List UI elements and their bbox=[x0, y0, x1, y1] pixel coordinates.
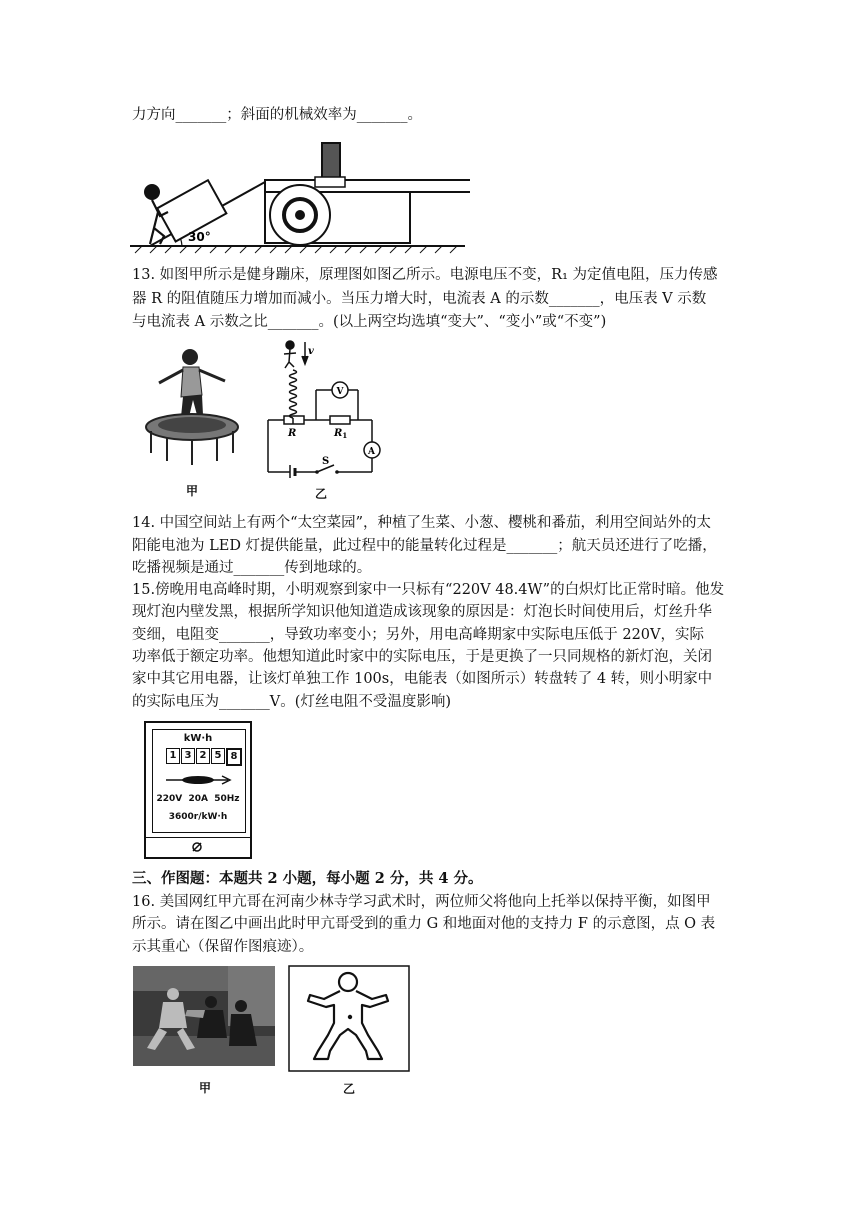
meter-unit: kW·h bbox=[183, 733, 213, 744]
meter-digit: 2 bbox=[196, 748, 210, 764]
meter-specs: 220V 20A 50Hz bbox=[156, 794, 240, 804]
switch-label: S bbox=[322, 456, 330, 467]
q13-line3: 与电流表 A 示数之比_______。(以上两空均选填“变大”、“变小”或“不变”) bbox=[132, 314, 607, 330]
q15-line6: 的实际电压为_______V。(灯丝电阻不受温度影响) bbox=[132, 694, 452, 710]
q14-line1: 14. 中国空间站上有两个“太空菜园”，种植了生菜、小葱、樱桃和番茄，利用空间站外的太 bbox=[132, 515, 711, 531]
electricity-meter bbox=[144, 721, 252, 859]
resistor-r1-label: $R_1$ bbox=[334, 428, 348, 440]
meter-digit: 1 bbox=[166, 748, 180, 764]
q14-line3: 吃播视频是通过_______传到地球的。 bbox=[132, 560, 372, 576]
meter-digits bbox=[166, 748, 242, 766]
angle-label: 30° bbox=[188, 230, 211, 244]
q12-tail: 力方向_______；斜面的机械效率为_______。 bbox=[132, 107, 422, 123]
fig16-caption-jia: 甲 bbox=[199, 1081, 212, 1095]
incline-figure bbox=[130, 140, 470, 255]
meter-screw-icon bbox=[191, 841, 203, 853]
q15-line4: 功率低于额定功率。他想知道此时家中的实际电压，于是更换了一只同规格的新灯泡，关闭 bbox=[132, 649, 712, 665]
resistor-r-label: R bbox=[288, 428, 297, 439]
q16-line2: 所示。请在图乙中画出此时甲亢哥受到的重力 G 和地面对他的支持力 F 的示意图，点 O 表 bbox=[132, 916, 716, 932]
kungfu-photo bbox=[133, 966, 275, 1066]
q13-line2: 器 R 的阻值随压力增加而减小。当压力增大时，电流表 A 的示数_______，电压表 V 示数 bbox=[132, 291, 707, 307]
q15-line2: 现灯泡内壁发黑，根据所学知识他知道造成该现象的原因是：灯泡长时间使用后，灯丝升华 bbox=[132, 604, 712, 620]
velocity-label: v bbox=[308, 346, 314, 357]
ammeter-label: A bbox=[368, 447, 375, 457]
q16-line3: 示其重心（保留作图痕迹）。 bbox=[132, 939, 314, 955]
fig16-caption-yi: 乙 bbox=[343, 1082, 356, 1096]
q15-line1: 15.傍晚用电高峰时期，小明观察到家中一只标有“220V 48.4W”的白炽灯比正常时暗。他发 bbox=[132, 582, 725, 598]
section-title: 三、作图题：本题共 2 小题，每小题 2 分，共 4 分。 bbox=[132, 870, 483, 887]
trampoline-photo bbox=[145, 345, 240, 470]
meter-digit-decimal: 8 bbox=[226, 748, 242, 766]
q13-line1: 13. 如图甲所示是健身蹦床，原理图如图乙所示。电源电压不变，R₁ 为定值电阻，压力传感 bbox=[132, 267, 718, 283]
voltmeter-label: V bbox=[336, 387, 344, 397]
meter-digit: 3 bbox=[181, 748, 195, 764]
meter-rev-constant: 3600r/kW·h bbox=[168, 812, 228, 822]
fig13-caption-yi: 乙 bbox=[315, 487, 328, 501]
meter-digit: 5 bbox=[211, 748, 225, 764]
q16-line1: 16. 美国网红甲亢哥在河南少林寺学习武术时，两位师父将他向上托举以保持平衡，如图甲 bbox=[132, 894, 711, 910]
kungfu-outline-figure bbox=[288, 965, 410, 1072]
meter-disc-icon bbox=[164, 773, 232, 787]
q14-line2: 阳能电池为 LED 灯提供能量，此过程中的能量转化过程是_______；航天员还进行了吃播， bbox=[132, 538, 717, 554]
fig13-caption-jia: 甲 bbox=[186, 484, 199, 498]
circuit-diagram bbox=[262, 338, 392, 478]
q15-line3: 变细，电阻变_______，导致功率变小；另外，用电高峰期家中实际电压低于 220V，实际 bbox=[132, 627, 705, 643]
q15-line5: 家中其它用电器，让该灯单独工作 100s，电能表（如图所示）转盘转了 4 转，则小明家中 bbox=[132, 671, 713, 687]
